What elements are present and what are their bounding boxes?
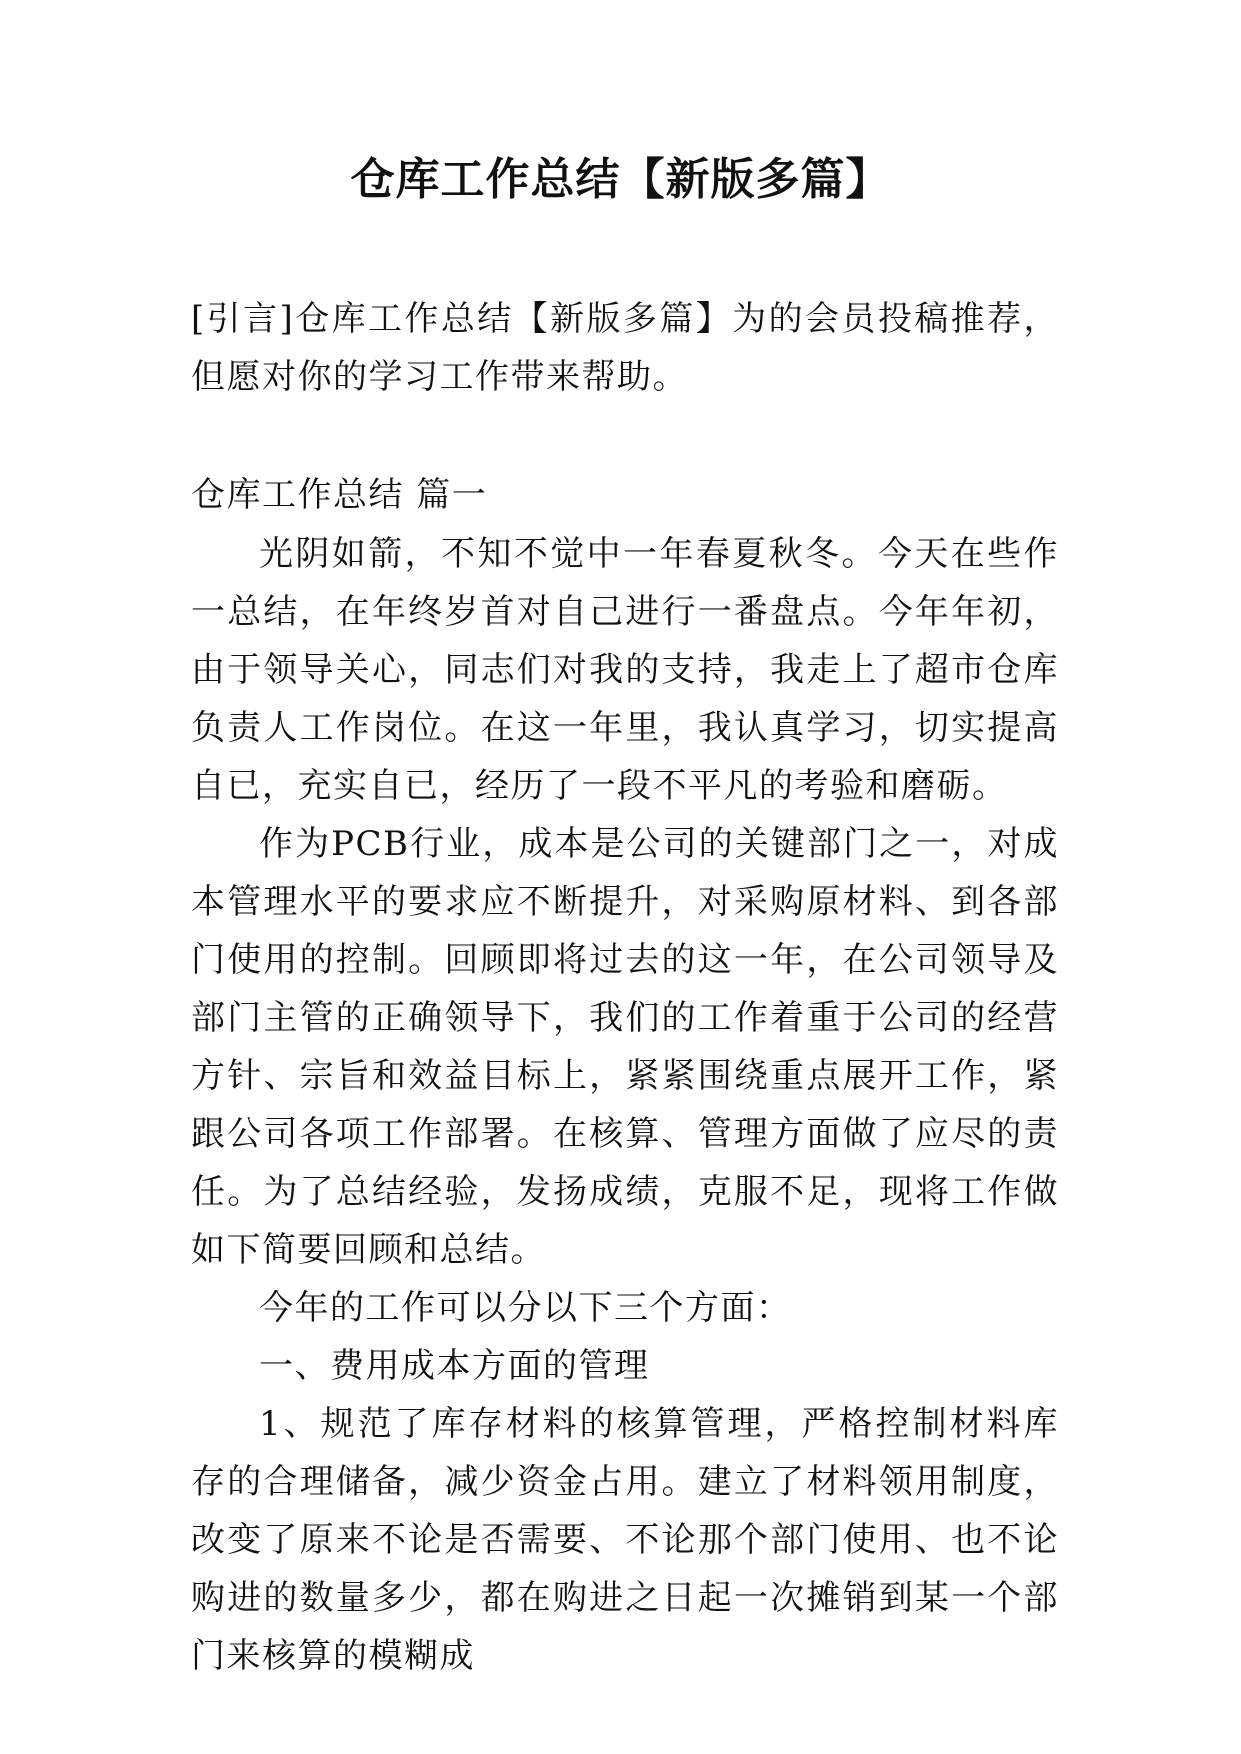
paragraph-1: 光阴如箭，不知不觉中一年春夏秋冬。今天在些作一总结，在年终岁首对自己进行一番盘点。今年年初，由于领导关心，同志们对我的支持，我走上了超市仓库负责人工作岗位。在这一年里，我认真学习，切实提高自已，充实自已，经历了一段不平凡的考验和磨砺。 [191, 534, 1059, 806]
paragraph-3: 今年的工作可以分以下三个方面： [259, 1288, 792, 1328]
paragraph-2: 作为PCB行业，成本是公司的关键部门之一，对成本管理水平的要求应不断提升，对采购原材料、到各部门使用的控制。回顾即将过去的这一年，在公司领导及部门主管的正确领导下，我们的工作着重于公司的经营方针、宗旨和效益目标上，紧紧围绕重点展开工作，紧跟公司各项工作部署。在核算、管理方面做了应尽的责任。为了总结经验，发扬成绩，克服不足，现将工作做如下简要回顾和总结。 [191, 824, 1059, 1270]
document-title: 仓库工作总结【新版多篇】 [350, 154, 891, 205]
subheading-cost-management: 一、费用成本方面的管理 [259, 1346, 650, 1386]
section-heading: 仓库工作总结 篇一 [191, 475, 488, 515]
intro-paragraph: [引言]仓库工作总结【新版多篇】为的会员投稿推荐，但愿对你的学习工作带来帮助。 [191, 299, 1059, 397]
body-paragraphs [191, 525, 1059, 1685]
paragraph-4: 1、规范了库存材料的核算管理，严格控制材料库存的合理储备，减少资金占用。建立了材料领用制度，改变了原来不论是否需要、不论那个部门使用、也不论购进的数量多少，都在购进之日起一次摊销到某一个部门来核算的模糊成 [191, 1404, 1059, 1676]
